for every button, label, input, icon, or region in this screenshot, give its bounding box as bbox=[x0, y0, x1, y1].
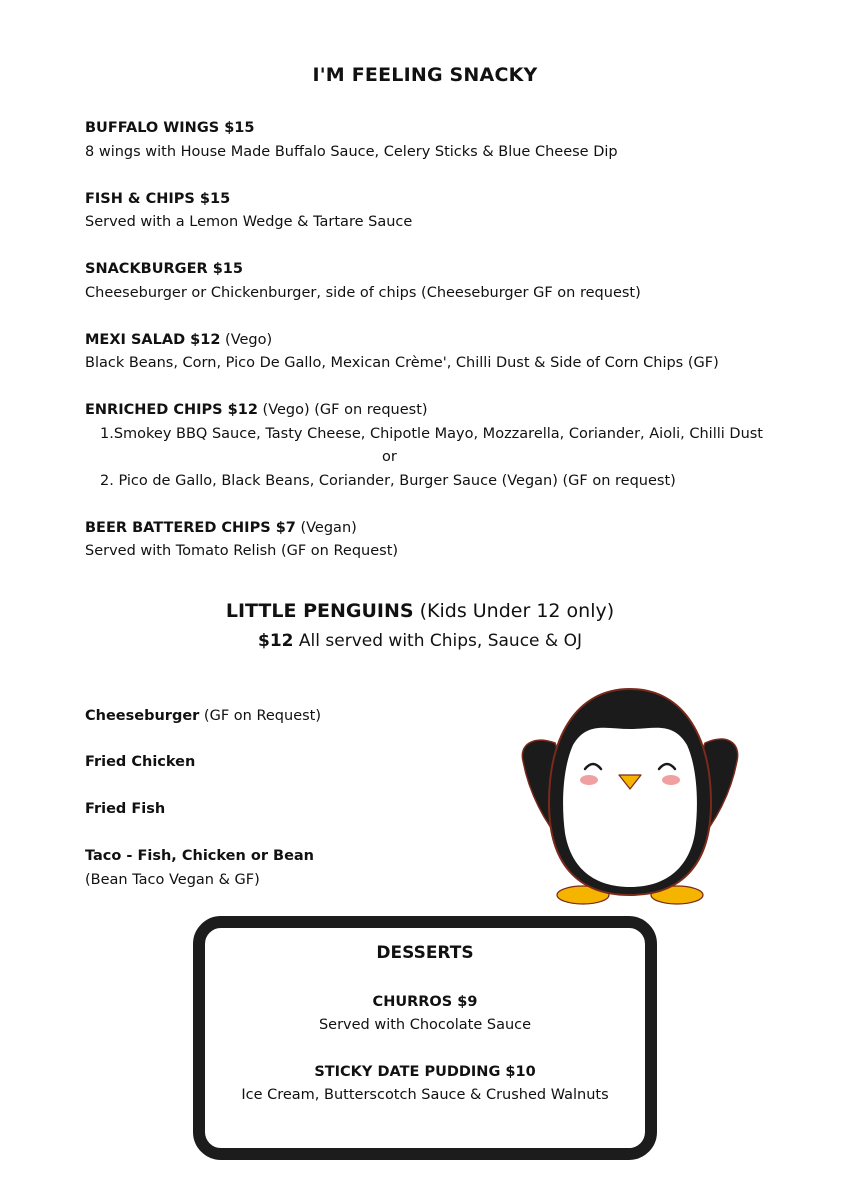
menu-item-snackburger bbox=[85, 259, 243, 279]
dessert-item-name: STICKY DATE PUDDING $10 bbox=[314, 1064, 536, 1080]
item-name: BEER BATTERED CHIPS $7 bbox=[85, 520, 296, 536]
kids-item-fried-fish bbox=[85, 799, 165, 819]
kids-price-line bbox=[0, 631, 840, 651]
dessert-item-name: CHURROS $9 bbox=[372, 994, 478, 1010]
enriched-option-2: 2. Pico de Gallo, Black Beans, Coriander, Burger Sauce (Vegan) (GF on request) bbox=[100, 473, 676, 489]
kids-taco-note: (Bean Taco Vegan & GF) bbox=[85, 872, 260, 888]
item-name: MEXI SALAD $12 bbox=[85, 332, 221, 348]
enriched-or: or bbox=[382, 449, 397, 465]
item-name: ENRICHED CHIPS $12 bbox=[85, 402, 258, 418]
item-name: FISH & CHIPS $15 bbox=[85, 191, 231, 207]
item-description: Served with a Lemon Wedge & Tartare Sauce bbox=[85, 214, 413, 230]
item-note: (Vegan) bbox=[295, 520, 357, 536]
section-title-desserts: DESSERTS bbox=[376, 943, 474, 963]
penguin-left-cheek bbox=[580, 775, 598, 785]
item-name: Taco - Fish, Chicken or Bean bbox=[85, 848, 315, 864]
menu-item-fish-chips bbox=[85, 189, 230, 209]
enriched-option-1: 1.Smokey BBQ Sauce, Tasty Cheese, Chipotle Mayo, Mozzarella, Coriander, Aioli, Chilli Dust bbox=[100, 426, 763, 442]
menu-item-mexi-salad bbox=[85, 330, 272, 350]
kids-item-cheeseburger bbox=[85, 706, 321, 726]
menu-item-buffalo-wings bbox=[85, 118, 254, 138]
kids-item-fried-chicken bbox=[85, 752, 195, 772]
menu-item-beer-battered-chips bbox=[85, 518, 357, 538]
item-note: (Vego) (GF on request) bbox=[257, 402, 428, 418]
item-name: Fried Chicken bbox=[85, 754, 196, 770]
item-name: SNACKBURGER $15 bbox=[85, 261, 243, 277]
section-title-snacky: I'M FEELING SNACKY bbox=[312, 64, 538, 86]
item-description: Black Beans, Corn, Pico De Gallo, Mexican Crème', Chilli Dust & Side of Corn Chips (GF) bbox=[85, 355, 719, 371]
item-description: Cheeseburger or Chickenburger, side of chips (Cheeseburger GF on request) bbox=[85, 285, 641, 301]
dessert-item-description: Served with Chocolate Sauce bbox=[318, 1017, 532, 1033]
dessert-item-description: Ice Cream, Butterscotch Sauce & Crushed Walnuts bbox=[241, 1087, 609, 1103]
penguin-right-cheek bbox=[662, 775, 680, 785]
menu-item-enriched-chips bbox=[85, 400, 428, 420]
kids-title-note: (Kids Under 12 only) bbox=[413, 600, 615, 622]
kids-title-name: LITTLE PENGUINS bbox=[225, 600, 414, 622]
item-description: 8 wings with House Made Buffalo Sauce, Celery Sticks & Blue Cheese Dip bbox=[85, 144, 618, 160]
item-note: (Vego) bbox=[220, 332, 273, 348]
kids-price: $12 bbox=[258, 631, 294, 651]
penguin-belly bbox=[563, 728, 697, 887]
section-title-kids bbox=[0, 600, 840, 622]
item-name: Cheeseburger bbox=[85, 708, 200, 724]
penguin-illustration bbox=[515, 683, 745, 913]
item-note: (GF on Request) bbox=[199, 708, 322, 724]
item-description: Served with Tomato Relish (GF on Request) bbox=[85, 543, 399, 559]
item-name: BUFFALO WINGS $15 bbox=[85, 120, 255, 136]
kids-price-note: All served with Chips, Sauce & OJ bbox=[293, 631, 582, 651]
item-name: Fried Fish bbox=[85, 801, 166, 817]
kids-item-taco bbox=[85, 846, 314, 866]
